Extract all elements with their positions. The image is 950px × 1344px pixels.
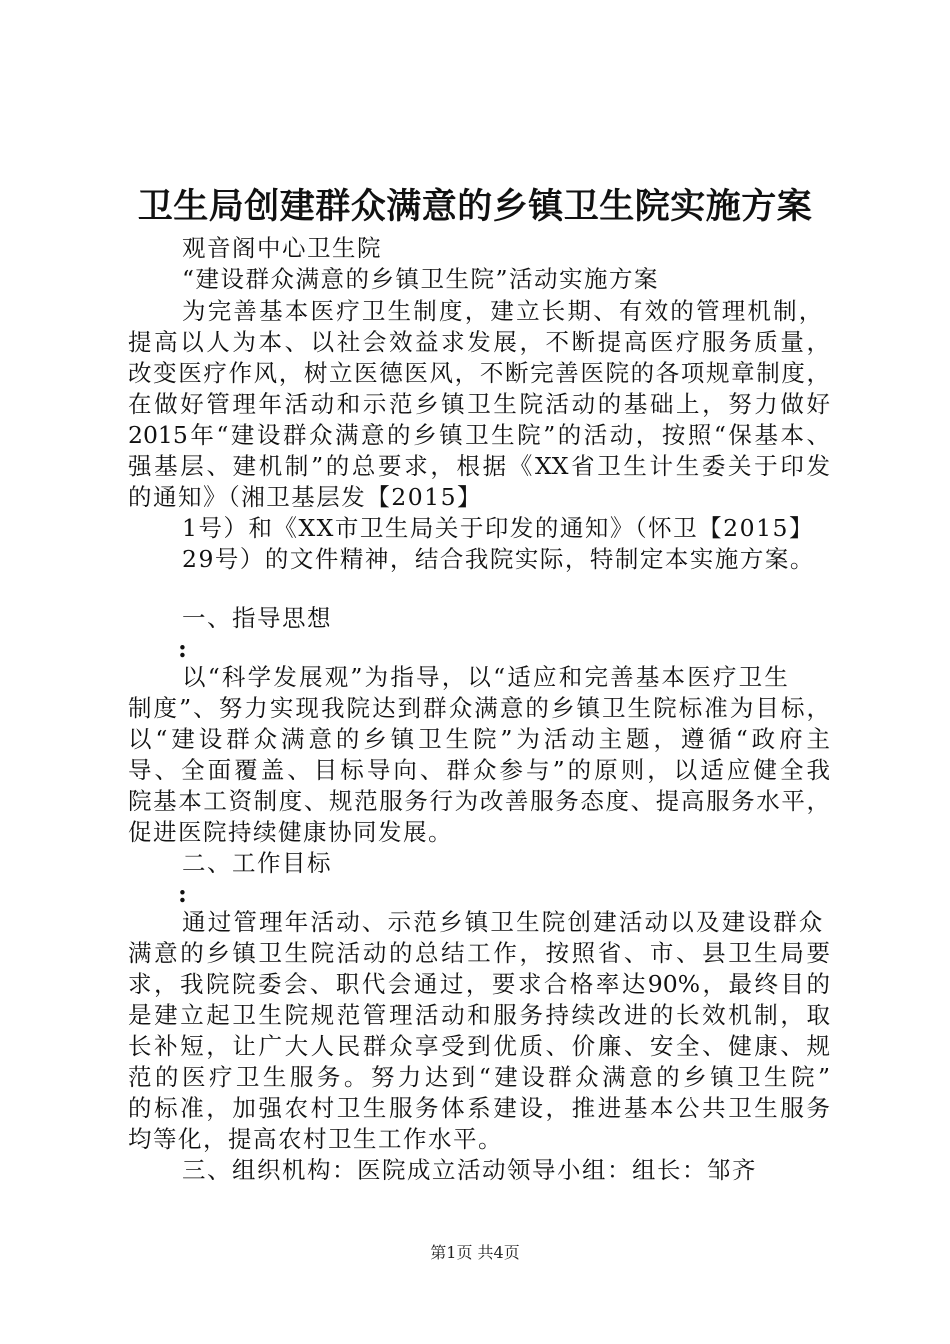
intro-line: 为完善基本医疗卫生制度，建立长期、有效的管理机制， [182, 297, 825, 325]
section2-line: 是建立起卫生院规范管理活动和服务持续改进的长效机制，取 [128, 1001, 830, 1029]
intro-line: 改变医疗作风，树立医德医风，不断完善医院的各项规章制度， [128, 359, 830, 387]
section-heading-organization: 三、组织机构：医院成立活动领导小组：组长：邹齐 [182, 1156, 757, 1184]
section2-line: 求，我院院委会、职代会通过，要求合格率达90%，最终目的 [128, 970, 830, 998]
intro-line: 提高以人为本、以社会效益求发展，不断提高医疗服务质量， [128, 328, 830, 356]
section1-line: 以“建设群众满意的乡镇卫生院”为活动主题，遵循“政府主 [128, 725, 830, 753]
intro-line: 在做好管理年活动和示范乡镇卫生院活动的基础上，努力做好 [128, 390, 830, 418]
document-title: 卫生局创建群众满意的乡镇卫生院实施方案 [137, 186, 813, 227]
section2-line: 的标准，加强农村卫生服务体系建设，推进基本公共卫生服务 [128, 1094, 830, 1122]
section1-line: 促进医院持续健康协同发展。 [128, 818, 453, 846]
section-colon: : [178, 634, 187, 663]
subtitle-plan: “建设群众满意的乡镇卫生院”活动实施方案 [182, 265, 660, 293]
section-heading-work-goals: 二、工作目标 [182, 849, 332, 877]
intro-line: 1号）和《XX市卫生局关于印发的通知》（怀卫【2015】 [182, 514, 814, 542]
section1-line: 制度”、努力实现我院达到群众满意的乡镇卫生院标准为目标， [128, 694, 830, 722]
section2-line: 通过管理年活动、示范乡镇卫生院创建活动以及建设群众 [182, 908, 825, 936]
intro-line: 29号）的文件精神，结合我院实际，特制定本实施方案。 [182, 545, 815, 573]
section2-line: 范的医疗卫生服务。努力达到“建设群众满意的乡镇卫生院” [128, 1063, 830, 1091]
section2-line: 长补短，让广大人民群众享受到优质、价廉、安全、健康、规 [128, 1032, 830, 1060]
intro-line: 2015年“建设群众满意的乡镇卫生院”的活动，按照“保基本、 [128, 421, 830, 449]
section1-line: 院基本工资制度、规范服务行为改善服务态度、提高服务水平， [128, 787, 830, 815]
section1-line: 以“科学发展观”为指导，以“适应和完善基本医疗卫生 [182, 663, 791, 691]
section1-line: 导、全面覆盖、目标导向、群众参与”的原则，以适应健全我 [128, 756, 830, 784]
intro-line: 强基层、建机制”的总要求，根据《XX省卫生计生委关于印发 [128, 452, 830, 480]
section2-line: 满意的乡镇卫生院活动的总结工作，按照省、市、县卫生局要 [128, 939, 830, 967]
intro-line: 的通知》（湘卫基层发【2015】 [128, 483, 483, 511]
page-number-footer: 第1页 共4页 [430, 1243, 520, 1262]
section2-line: 均等化，提高农村卫生工作水平。 [128, 1125, 503, 1153]
section-heading-guiding-thought: 一、指导思想 [182, 604, 332, 632]
subtitle-organization: 观音阁中心卫生院 [182, 234, 382, 262]
section-colon: : [178, 879, 187, 908]
